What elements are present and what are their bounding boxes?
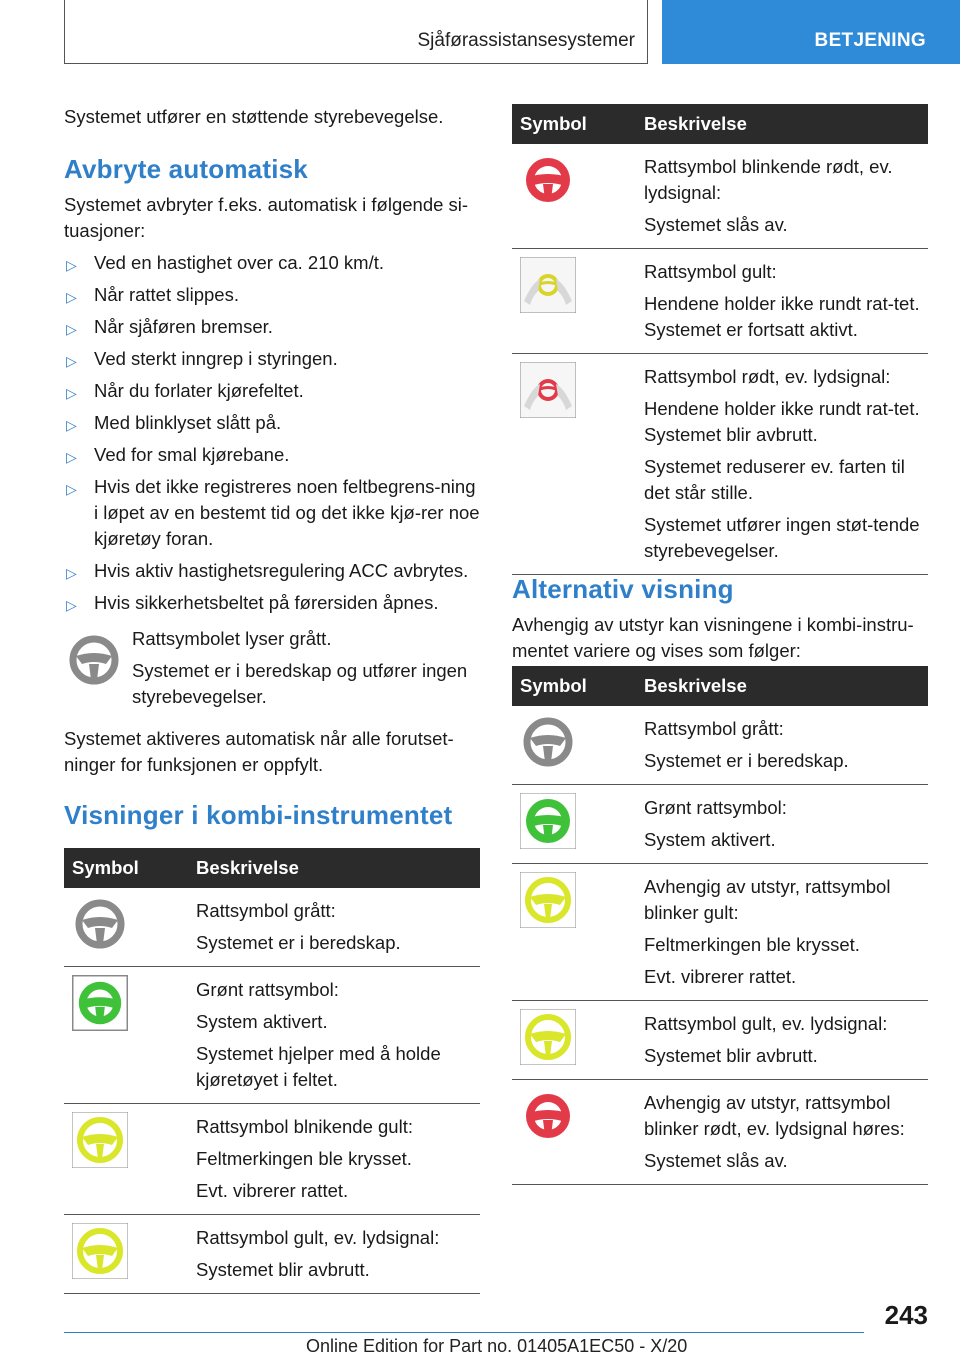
wheel-green-icon	[520, 793, 576, 849]
table-row: Rattsymbol blinkende rødt, ev. lydsignal: Systemet slås av.	[512, 144, 928, 249]
heading-alternativ: Alternativ visning	[512, 574, 734, 604]
table-row: Rattsymbol gult, ev. lydsignal: Systemet blir avbrutt.	[64, 1215, 480, 1294]
table-row: Rattsymbol rødt, ev. lydsignal: Hendene holder ikke rundt rat‐tet. Systemet blir avbrutt. Systemet reduserer ev. farten til det står stille. Systemet utfører ingen støt‐tende styrebevegelser.	[512, 354, 928, 575]
table-header-description: Beskrivelse	[188, 848, 480, 888]
footer-divider	[64, 1332, 864, 1333]
list-item: ▷ Hvis aktiv hastighetsregulering ACC avbrytes.	[64, 558, 480, 584]
heading-avbryte: Avbryte automatisk	[64, 154, 308, 184]
list-item: ▷ Med blinklyset slått på.	[64, 410, 480, 436]
alternativ-paragraph: Avhengig av utstyr kan visningene i kombi-instru‐mentet variere og vises som følger:	[512, 614, 914, 661]
triangle-bullet-icon: ▷	[66, 481, 77, 497]
list-item: ▷ Ved sterkt inngrep i styringen.	[64, 346, 480, 372]
table-row: Rattsymbol gult, ev. lydsignal: Systemet blir avbrutt.	[512, 1001, 928, 1080]
wheel-yellow-icon	[72, 1112, 128, 1168]
list-item: ▷ Hvis sikkerhetsbeltet på førersiden åpnes.	[64, 590, 480, 616]
header-chapter-box	[662, 0, 960, 64]
list-item: ▷ Hvis det ikke registreres noen feltbegrens‐ning i løpet av en bestemt tid og det ikke kjø‐rer noe kjøretøy foran.	[66, 476, 480, 549]
triangle-bullet-icon: ▷	[66, 321, 77, 337]
triangle-bullet-icon: ▷	[66, 257, 77, 273]
wheel-gray-icon	[72, 896, 128, 952]
triangle-bullet-icon: ▷	[66, 385, 77, 401]
triangle-bullet-icon: ▷	[66, 353, 77, 369]
table-row: Rattsymbol blnikende gult: Feltmerkingen ble krysset. Evt. vibrerer rattet.	[64, 1104, 480, 1215]
table-row: Rattsymbol grått: Systemet er i beredskap.	[64, 888, 480, 967]
wheel-red-icon	[520, 152, 576, 208]
hands-yellow-icon	[520, 257, 576, 313]
right-symbol-table-2	[512, 666, 928, 1185]
triangle-bullet-icon: ▷	[66, 417, 77, 433]
table-header-symbol: Symbol	[64, 848, 188, 888]
table-header-description: Beskrivelse	[636, 104, 928, 144]
note-line-1: Rattsymbolet lyser grått.	[132, 628, 332, 649]
table-row: Avhengig av utstyr, rattsymbol blinker gult: Feltmerkingen ble krysset. Evt. vibrerer rattet.	[512, 864, 928, 1001]
header-chapter-title: BETJENING	[814, 30, 926, 51]
header-section-title: Sjåførassistansesystemer	[417, 30, 635, 51]
list-item: ▷ Ved en hastighet over ca. 210 km/t.	[64, 250, 480, 276]
footer-edition: Online Edition for Part no. 01405A1EC50 - X/20	[306, 1336, 688, 1356]
abort-conditions-list	[64, 250, 480, 622]
triangle-bullet-icon: ▷	[66, 597, 77, 613]
heading-visninger: Visninger i kombi-instrumentet	[64, 800, 453, 830]
list-item: ▷ Når rattet slippes.	[64, 282, 480, 308]
table-header-symbol: Symbol	[512, 104, 636, 144]
table-header-symbol: Symbol	[512, 666, 636, 706]
header-section-box	[64, 0, 648, 64]
wheel-gray-icon	[520, 714, 576, 770]
wheel-gray-icon	[66, 632, 122, 688]
wheel-yellow-icon	[520, 872, 576, 928]
left-symbol-table	[64, 848, 480, 1294]
table-header-description: Beskrivelse	[636, 666, 928, 706]
table-row: Rattsymbol grått: Systemet er i beredskap.	[512, 706, 928, 785]
wheel-yellow-icon	[520, 1009, 576, 1065]
avbryte-paragraph: Systemet avbryter f.eks. automatisk i følgende si‐tuasjoner:	[64, 194, 469, 241]
triangle-bullet-icon: ▷	[66, 449, 77, 465]
table-row: Grønt rattsymbol: System aktivert.	[512, 785, 928, 864]
table-row: Avhengig av utstyr, rattsymbol blinker rødt, ev. lydsignal høres: Systemet slås av.	[512, 1080, 928, 1185]
table-row: Grønt rattsymbol: System aktivert. Systemet hjelper med å holde kjøretøyet i feltet.	[64, 967, 480, 1104]
right-symbol-table-1	[512, 104, 928, 575]
activation-paragraph: Systemet aktiveres automatisk når alle forutset‐ninger for funksjonen er oppfylt.	[64, 728, 454, 775]
note-wheel-gray-icon	[66, 632, 122, 688]
page-number: 243	[884, 1300, 928, 1330]
list-item: ▷ Når sjåføren bremser.	[64, 314, 480, 340]
intro-text: Systemet utfører en støttende styrebevegelse.	[64, 106, 444, 127]
wheel-red-icon	[520, 1088, 576, 1144]
wheel-green-icon	[72, 975, 128, 1031]
wheel-yellow-icon	[72, 1223, 128, 1279]
triangle-bullet-icon: ▷	[66, 565, 77, 581]
list-item: ▷ Ved for smal kjørebane.	[64, 442, 480, 468]
note-line-2: Systemet er i beredskap og utfører ingen styrebevegelser.	[132, 660, 468, 707]
triangle-bullet-icon: ▷	[66, 289, 77, 305]
list-item: ▷ Når du forlater kjørefeltet.	[64, 378, 480, 404]
hands-red-icon	[520, 362, 576, 418]
table-row: Rattsymbol gult: Hendene holder ikke rundt rat‐tet. Systemet er fortsatt aktivt.	[512, 249, 928, 354]
